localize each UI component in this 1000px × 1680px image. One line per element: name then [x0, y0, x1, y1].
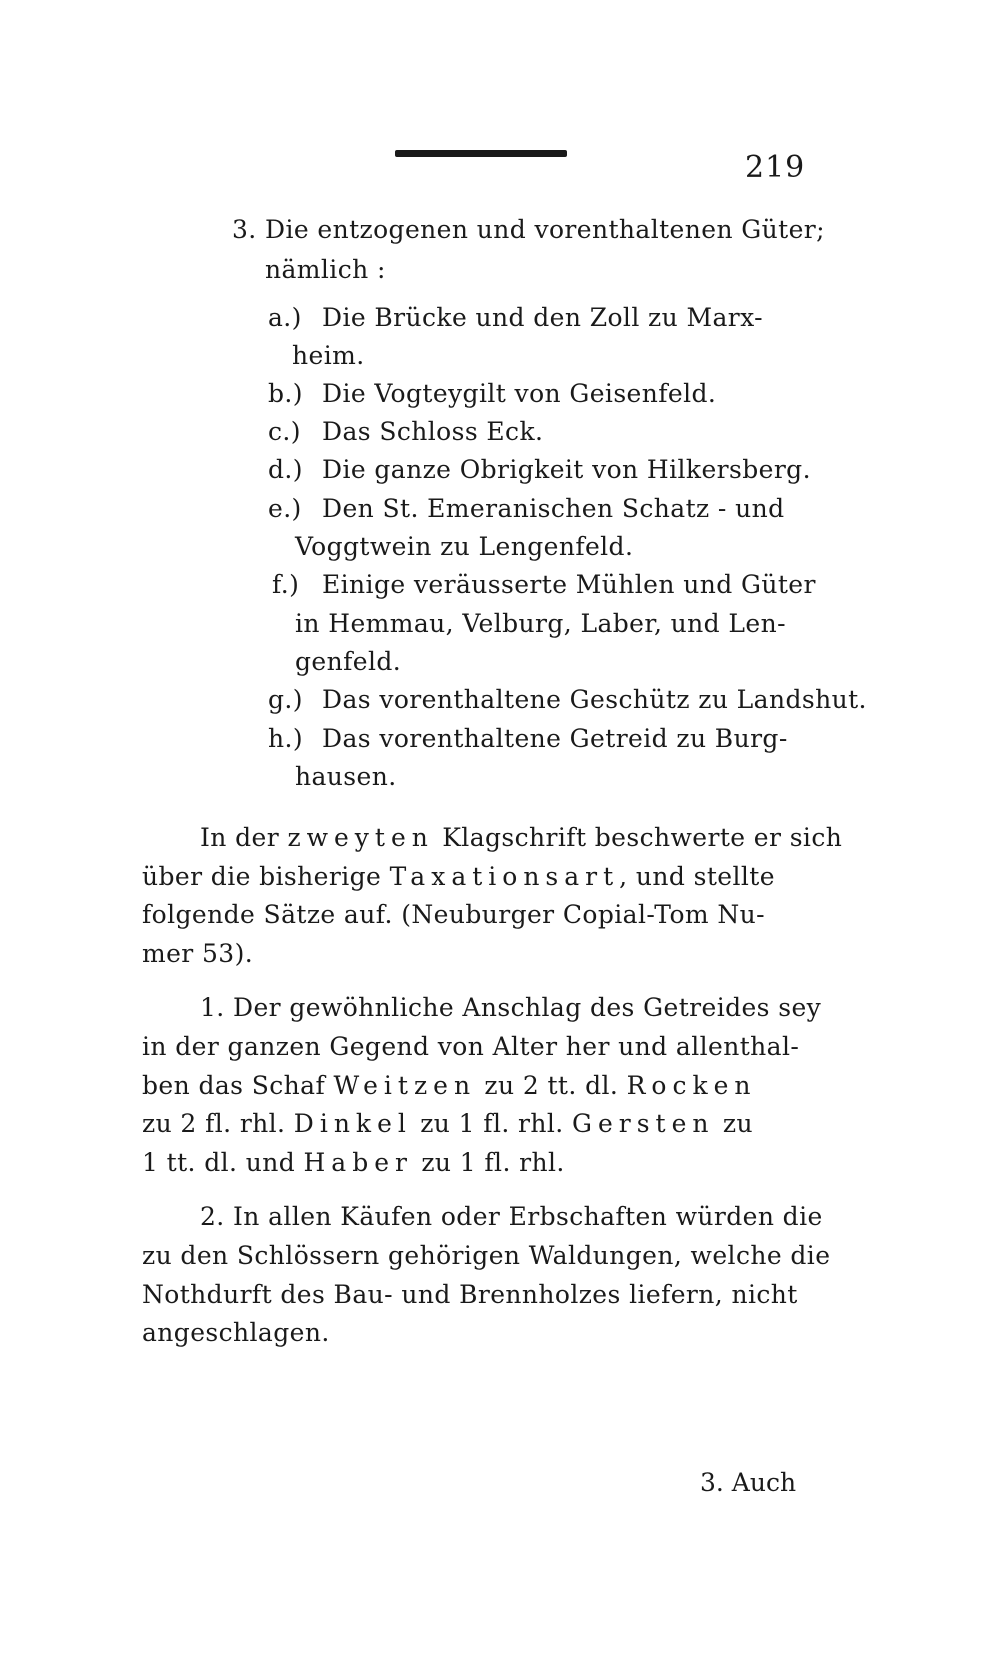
subitem-h-label: h.) [268, 724, 304, 753]
point-1-line-3-mid: zu 2 tt. dl. [484, 1071, 619, 1100]
point-1-line-4 [142, 1109, 753, 1139]
subitem-c-label: c.) [268, 417, 301, 446]
spaced-word-weitzen: Weitzen [333, 1071, 477, 1100]
subitem-f-line-1: Einige veräusserte Mühlen und Güter [322, 570, 816, 599]
subitem-a-label: a.) [268, 303, 302, 332]
subitem-d-line-1: Die ganze Obrigkeit von Hilkersberg. [322, 455, 811, 484]
item-3-label: 3. [232, 215, 257, 244]
subitem-a-line-2: heim. [292, 341, 365, 370]
point-1-line-3 [142, 1071, 757, 1101]
subitem-d-label: d.) [268, 455, 303, 484]
spaced-word-haber: Haber [303, 1148, 413, 1177]
point-1-line-4-pre: zu 2 fl. rhl. [142, 1109, 286, 1138]
point-1-line-1: 1. Der gewöhnliche Anschlag des Getreides sey [200, 993, 822, 1022]
subitem-h-line-2: hausen. [295, 762, 397, 791]
point-2-line-3: Nothdurft des Bau- und Brennholzes liefern, nicht [142, 1280, 798, 1309]
spaced-word-gersten: Gersten [572, 1109, 715, 1138]
spaced-word-taxationsart: Taxationsart [389, 862, 620, 891]
subitem-f-line-3: genfeld. [295, 647, 402, 676]
paragraph-2-line-1-pre: In der [200, 823, 280, 852]
header-rule [395, 150, 567, 157]
item-3-line-2: nämlich : [265, 255, 386, 284]
subitem-a-line-1: Die Brücke und den Zoll zu Marx- [322, 303, 764, 332]
subitem-g-label: g.) [268, 685, 303, 714]
point-2-line-1: 2. In allen Käufen oder Erbschaften würden die [200, 1202, 823, 1231]
point-1-line-3-pre: ben das Schaf [142, 1071, 326, 1100]
page-number: 219 [745, 150, 806, 185]
point-1-line-4-mid: zu 1 fl. rhl. [420, 1109, 564, 1138]
paragraph-2-line-1 [200, 823, 842, 853]
item-3-line-1: Die entzogenen und vorenthaltenen Güter; [265, 215, 825, 244]
subitem-b-label: b.) [268, 379, 303, 408]
subitem-c-line-1: Das Schloss Eck. [322, 417, 544, 446]
catchword: 3. Auch [700, 1468, 797, 1497]
spaced-word-zweyten: zweyten [287, 823, 434, 852]
point-1-line-5 [142, 1148, 565, 1178]
point-2-line-2: zu den Schlössern gehörigen Waldungen, welche die [142, 1241, 831, 1270]
paragraph-2-line-2 [142, 862, 775, 892]
point-1-line-5-pre: 1 tt. dl. und [142, 1148, 296, 1177]
paragraph-2-line-3: folgende Sätze auf. (Neuburger Copial-Tom Nu- [142, 900, 765, 929]
point-1-line-5-post: zu 1 fl. rhl. [421, 1148, 565, 1177]
point-1-line-4-post: zu [722, 1109, 753, 1138]
subitem-f-label: f.) [272, 570, 300, 599]
spaced-word-dinkel: Dinkel [293, 1109, 412, 1138]
subitem-e-line-1: Den St. Emeranischen Schatz - und [322, 494, 785, 523]
point-2-line-4: angeschlagen. [142, 1318, 330, 1347]
subitem-e-line-2: Voggtwein zu Lengenfeld. [295, 532, 634, 561]
point-1-line-2: in der ganzen Gegend von Alter her und allenthal- [142, 1032, 800, 1061]
paragraph-2-line-2-post: , und stellte [619, 862, 775, 891]
subitem-g-line-1: Das vorenthaltene Geschütz zu Landshut. [322, 685, 867, 714]
subitem-h-line-1: Das vorenthaltene Getreid zu Burg- [322, 724, 788, 753]
paragraph-2-line-2-pre: über die bisherige [142, 862, 382, 891]
spaced-word-rocken: Rocken [626, 1071, 757, 1100]
subitem-f-line-2: in Hemmau, Velburg, Laber, und Len- [295, 609, 786, 638]
paragraph-2-line-4: mer 53). [142, 939, 254, 968]
subitem-e-label: e.) [268, 494, 302, 523]
paragraph-2-line-1-post: Klagschrift beschwerte er sich [442, 823, 843, 852]
subitem-b-line-1: Die Vogteygilt von Geisenfeld. [322, 379, 717, 408]
